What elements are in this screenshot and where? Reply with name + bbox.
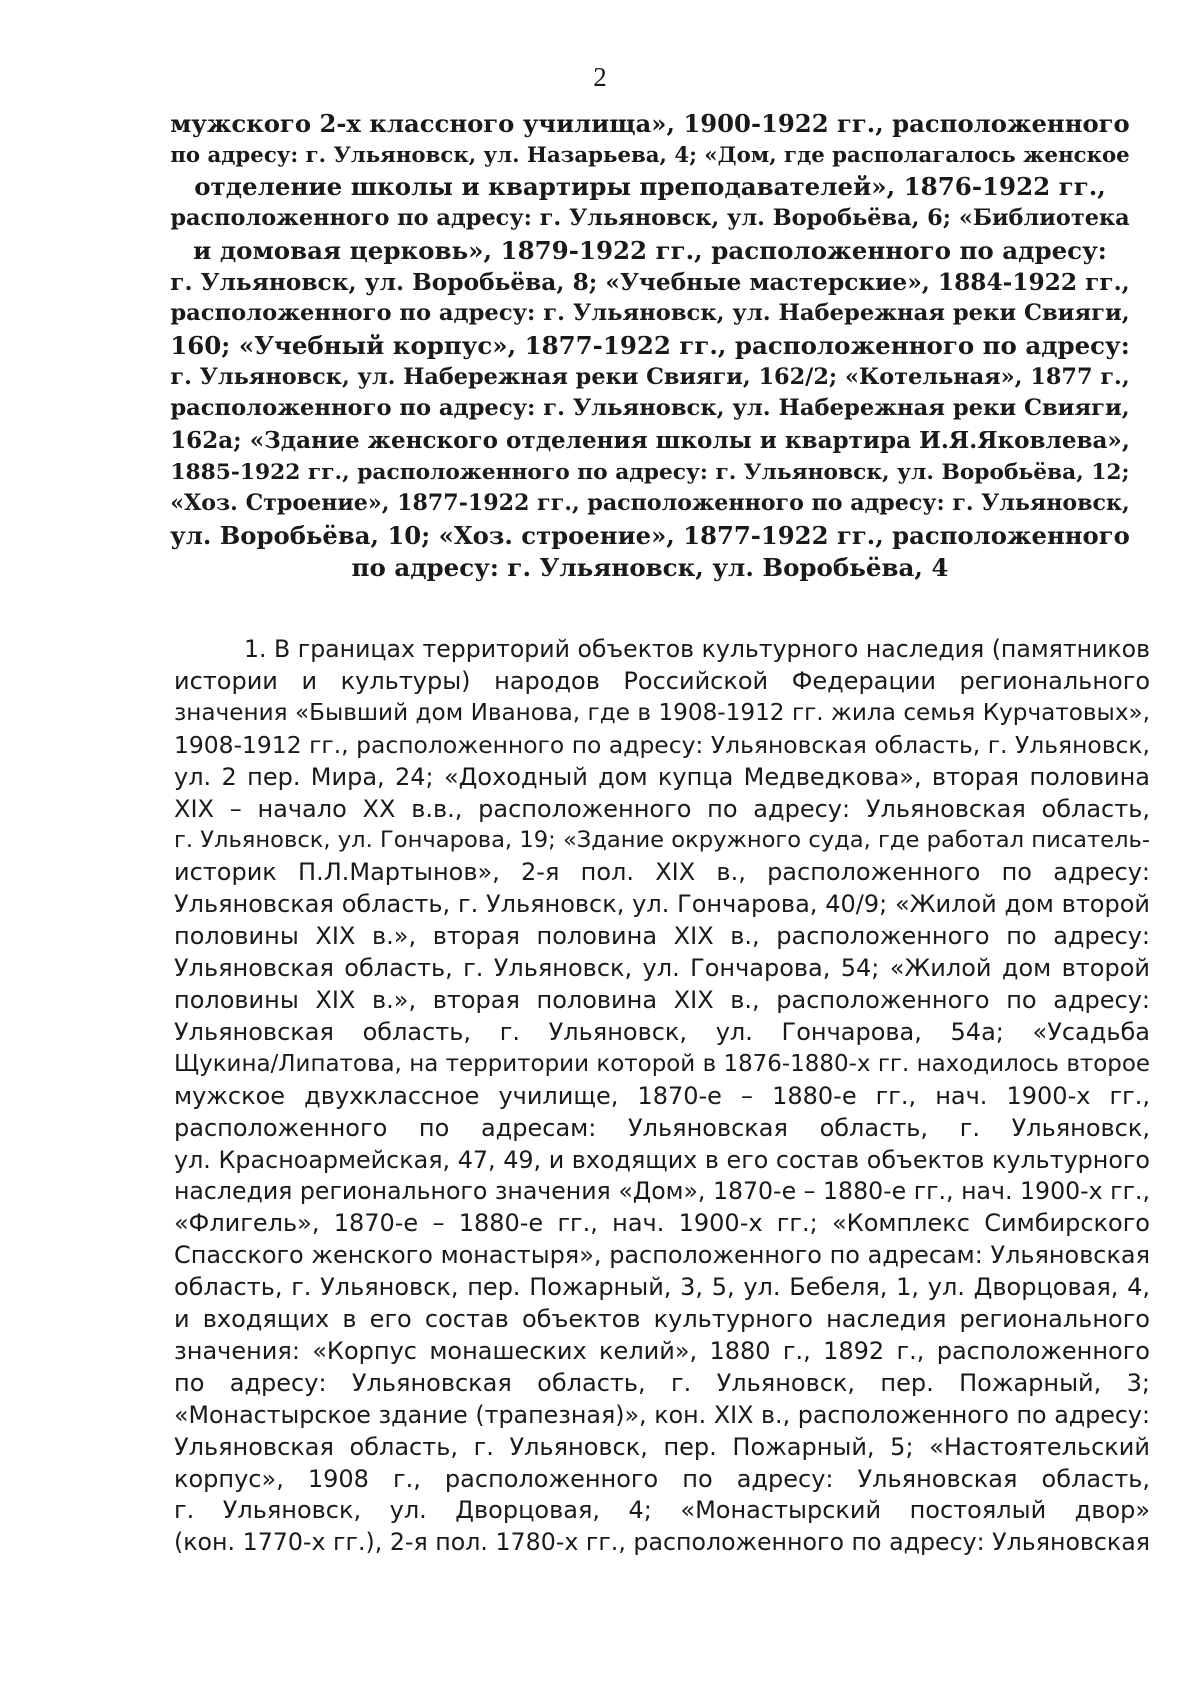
paragraph-1: [174, 634, 1150, 1559]
body-line: наследия регионального значения «Дом», 1870-е – 1880-е гг., нач. 1900-х гг.,: [174, 1177, 1150, 1206]
body-line: «Флигель», 1870-е – 1880-е гг., нач. 1900-х гг.; «Комплекс Симбирского: [174, 1209, 1150, 1238]
body-line: значения: «Корпус монашеских келий», 1880 г., 1892 г., расположенного: [174, 1336, 1150, 1365]
body-line: 1. В границах территорий объектов культурного наследия (памятников: [244, 635, 1150, 663]
heading-line: 1885-1922 гг., расположенного по адресу: г. Ульяновск, ул. Воробьёва, 12;: [170, 459, 1130, 485]
body-line: Спасского женского монастыря», расположенного по адресам: Ульяновская: [174, 1241, 1150, 1270]
body-line: Щукина/Липатова, на территории которой в 1876-1880-х гг. находилось второе: [174, 1050, 1150, 1077]
heading-line: мужского 2-х классного училища», 1900-1922 гг., расположенного: [170, 109, 1130, 138]
body-line: половины XIX в.», вторая половина XIX в., расположенного по адресу:: [174, 922, 1150, 951]
body-line: и входящих в его состав объектов культурного наследия регионального: [174, 1305, 1150, 1334]
body-line: «Монастырское здание (трапезная)», кон. XIX в., расположенного по адресу:: [174, 1400, 1150, 1429]
body-line: расположенного по адресам: Ульяновская область, г. Ульяновск,: [174, 1113, 1150, 1142]
heading-line: расположенного по адресу: г. Ульяновск, ул. Набережная реки Свияги,: [170, 300, 1130, 327]
heading-line: 162а; «Здание женского отделения школы и квартира И.Я.Яковлева»,: [170, 427, 1130, 455]
body-line: ул. Красноармейская, 47, 49, и входящих в его состав объектов культурного: [174, 1145, 1150, 1174]
body-line: Ульяновская область, г. Ульяновск, пер. Пожарный, 5; «Настоятельский: [174, 1432, 1150, 1461]
body-line: область, г. Ульяновск, пер. Пожарный, 3, 5, ул. Бебеля, 1, ул. Дворцовая, 4,: [174, 1273, 1150, 1302]
body-line: мужское двухклассное училище, 1870-е – 1880-е гг., нач. 1900-х гг.,: [174, 1081, 1150, 1110]
heading-line: и домовая церковь», 1879-1922 гг., расположенного по адресу:: [193, 235, 1107, 265]
heading-line: по адресу: г. Ульяновск, ул. Назарьева, 4; «Дом, где располагалось женское: [170, 142, 1130, 168]
body-line: г. Ульяновск, ул. Дворцовая, 4; «Монастырский постоялый двор»: [174, 1496, 1150, 1525]
heading-line: г. Ульяновск, ул. Набережная реки Свияги, 162/2; «Котельная», 1877 г.,: [170, 363, 1130, 390]
body-line: XIX – начало XX в.в., расположенного по адресу: Ульяновская область,: [174, 794, 1150, 823]
heading-line: ул. Воробьёва, 10; «Хоз. строение», 1877-1922 гг., расположенного: [170, 521, 1130, 551]
body-line: Ульяновская область, г. Ульяновск, ул. Гончарова, 40/9; «Жилой дом второй: [174, 890, 1150, 919]
body-line: (кон. 1770-х гг.), 2-я пол. 1780-х гг., расположенного по адресу: Ульяновская: [174, 1528, 1150, 1557]
heading-line: 160; «Учебный корпус», 1877-1922 гг., расположенного по адресу:: [170, 330, 1130, 360]
body-line: Ульяновская область, г. Ульяновск, ул. Гончарова, 54а; «Усадьба: [174, 1017, 1150, 1046]
body-line: Ульяновская область, г. Ульяновск, ул. Гончарова, 54; «Жилой дом второй: [174, 954, 1150, 983]
heading-line: расположенного по адресу: г. Ульяновск, ул. Набережная реки Свияги,: [170, 395, 1130, 422]
page-number: 2: [593, 62, 607, 92]
body-line: ул. 2 пер. Мира, 24; «Доходный дом купца Медведкова», вторая половина: [174, 762, 1150, 791]
heading-line: «Хоз. Строение», 1877-1922 гг., расположенного по адресу: г. Ульяновск,: [170, 490, 1130, 517]
heading-line: по адресу: г. Ульяновск, ул. Воробьёва, 4: [351, 552, 949, 582]
body-line: г. Ульяновск, ул. Гончарова, 19; «Здание окружного суда, где работал писатель-: [174, 827, 1150, 854]
body-line: истории и культуры) народов Российской Федерации регионального: [174, 666, 1150, 695]
body-line: значения «Бывший дом Иванова, где в 1908-1912 гг. жила семья Курчатовых»,: [174, 699, 1150, 726]
body-line: корпус», 1908 г., расположенного по адресу: Ульяновская область,: [174, 1464, 1150, 1493]
document-heading: [170, 108, 1130, 584]
body-line: 1908-1912 гг., расположенного по адресу: Ульяновская область, г. Ульяновск,: [174, 730, 1150, 759]
heading-line: расположенного по адресу: г. Ульяновск, ул. Воробьёва, 6; «Библиотека: [170, 205, 1130, 232]
body-line: историк П.Л.Мартынов», 2-я пол. XIX в., расположенного по адресу:: [174, 858, 1150, 887]
heading-line: г. Ульяновск, ул. Воробьёва, 8; «Учебные мастерские», 1884-1922 гг.,: [170, 268, 1130, 296]
body-line: по адресу: Ульяновская область, г. Ульяновск, пер. Пожарный, 3;: [174, 1368, 1150, 1397]
heading-line: отделение школы и квартиры преподавателей», 1876-1922 гг.,: [194, 172, 1106, 202]
body-line: половины XIX в.», вторая половина XIX в., расположенного по адресу:: [174, 985, 1150, 1014]
